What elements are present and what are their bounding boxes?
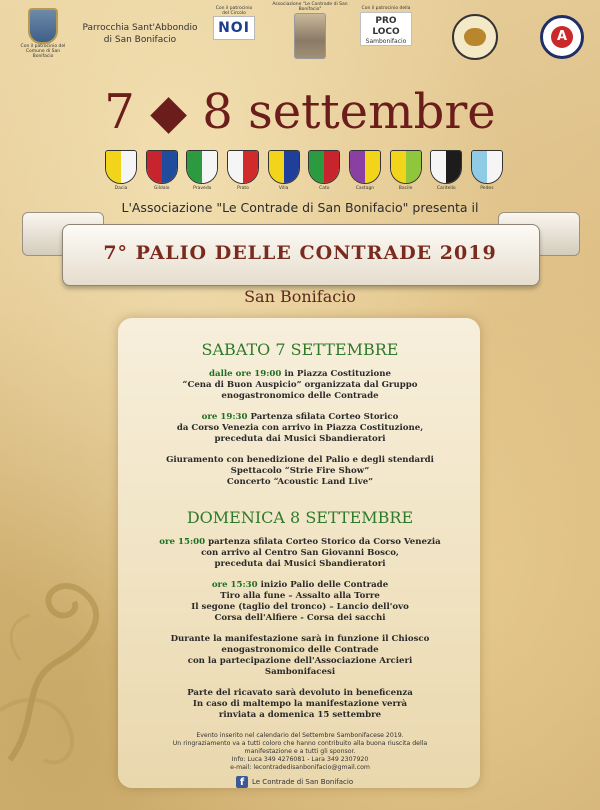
- sunday-block4-line2: In caso di maltempo la manifestazione verrà: [192, 699, 408, 709]
- contrada-shield: [348, 150, 382, 191]
- comune-crest-logo: [18, 8, 68, 59]
- parish-line2: di San Bonifacio: [103, 35, 177, 45]
- sunday-block4: [150, 688, 450, 721]
- association-caption: Associazione "Le Contrade di San Bonifacio": [272, 2, 348, 12]
- sunday-block3-line4: Sambonifacesi: [264, 667, 336, 677]
- shield-icon: [349, 150, 381, 184]
- proloco-line2: Sambonifacio: [365, 38, 407, 45]
- contrada-shield: [145, 150, 179, 191]
- contrada-shield: [389, 150, 423, 191]
- shield-icon: [390, 150, 422, 184]
- footer-email[interactable]: e-mail: lecontradedisanbonifacio@gmail.com: [230, 764, 370, 771]
- facebook-page-name: Le Contrade di San Bonifacio: [252, 778, 354, 786]
- saturday-block1-line1: [150, 369, 450, 380]
- noi-caption: Con il patrocinio del Circolo: [215, 6, 253, 16]
- shield-icon: [308, 150, 340, 184]
- sunday-heading: DOMENICA 8 SETTEMBRE: [186, 508, 414, 527]
- sunday-block1: [150, 537, 450, 570]
- event-date: 7 ◆ 8 settembre: [104, 84, 496, 140]
- shield-name: Dacia: [114, 186, 128, 191]
- sbandieratori-logo: [452, 14, 498, 60]
- sunday-block1-line2: con arrivo al Centro San Giovanni Bosco,: [201, 548, 399, 558]
- horn-icon: [464, 28, 486, 46]
- sunday-block2-line3: Il segone (taglio del tronco) – Lancio dell'ovo: [191, 602, 409, 612]
- noi-logo-text: NOI: [213, 16, 255, 40]
- shield-icon: [105, 150, 137, 184]
- shield-icon: [146, 150, 178, 184]
- sunday-block1-time: ore 15:00: [159, 537, 206, 547]
- contrade-shields: [104, 150, 504, 191]
- saturday-section: [150, 340, 450, 488]
- saturday-block2-line3: preceduta dai Musici Sbandieratori: [214, 434, 386, 444]
- saturday-block1-line3: enogastronomico delle Contrade: [221, 391, 379, 401]
- sunday-section: [150, 508, 450, 721]
- sunday-block2-line1: [150, 580, 450, 591]
- shield-name: Cato: [319, 186, 330, 191]
- association-logo: [270, 2, 350, 59]
- shield-name: Prato: [237, 186, 249, 191]
- shield-name: Pedes: [480, 186, 494, 191]
- shield-icon: [268, 150, 300, 184]
- contrada-shield: [226, 150, 260, 191]
- proloco-line1: PRO LOCO: [372, 16, 400, 37]
- arcieri-letter: A: [551, 26, 573, 48]
- sunday-block2: [150, 580, 450, 624]
- shield-name: Caritello: [436, 186, 456, 191]
- sunday-block4-line3: rinviata a domenica 15 settembre: [218, 710, 382, 720]
- sunday-block3: [150, 634, 450, 678]
- facebook-link[interactable]: [236, 776, 353, 788]
- proloco-box: [360, 12, 412, 46]
- contrada-shield: [104, 150, 138, 191]
- parish-line1: Parrocchia Sant'Abbondio: [82, 23, 198, 33]
- saturday-block1-time: dalle ore 19:00: [209, 369, 282, 379]
- saturday-block3-line1: Giuramento con benedizione del Palio e degli stendardi: [166, 455, 434, 465]
- contrada-shield: [185, 150, 219, 191]
- saturday-block3-line3: Concerto “Acoustic Land Live”: [226, 477, 374, 487]
- saturday-block2-line1: [150, 412, 450, 423]
- sunday-block2-line2: Tiro alla fune – Assalto alla Torre: [220, 591, 380, 601]
- saturday-block3-line2: Spettacolo “Strie Fire Show”: [230, 466, 370, 476]
- facebook-icon: f: [236, 776, 248, 788]
- footer-line1: Evento inserito nel calendario del Settembre Sambonifacese 2019.: [196, 732, 404, 739]
- shield-icon: [471, 150, 503, 184]
- saturday-block2-line2: da Corso Venezia con arrivo in Piazza Costituzione,: [176, 423, 424, 433]
- saturday-block3: [150, 455, 450, 488]
- saturday-block2-time: ore 19:30: [201, 412, 248, 422]
- shield-name: Bacile: [398, 186, 413, 191]
- sunday-block3-line2: enogastronomico delle Contrade: [221, 645, 379, 655]
- association-image: [294, 13, 326, 59]
- sunday-block2-time: ore 15:30: [211, 580, 258, 590]
- sunday-block1-line1-rest: partenza sfilata Corteo Storico da Corso Venezia: [205, 537, 441, 547]
- sunday-block2-line4: Corsa dell'Alfiere - Corsa dei sacchi: [214, 613, 386, 623]
- noi-logo: [212, 6, 256, 40]
- proloco-logo: [356, 6, 416, 46]
- footer-line3: manifestazione e a tutti gli sponsor.: [244, 748, 356, 755]
- footer-info: [150, 732, 450, 772]
- sunday-block1-line3: preceduta dai Musici Sbandieratori: [214, 559, 386, 569]
- sunday-block4-line1: Parte del ricavato sarà devoluto in beneficenza: [187, 688, 413, 698]
- crest-caption: Con il patrocinio del Comune di San Bonifacio: [20, 44, 66, 59]
- proloco-caption: Con il patrocinio della: [361, 6, 411, 11]
- footer-contacts: Info: Luca 349 4276081 - Lara 349 2307920: [231, 756, 369, 763]
- shield-name: Gildalo: [153, 186, 170, 191]
- arcieri-logo: [540, 15, 584, 59]
- sunday-block2-line1-rest: inizio Palio delle Contrade: [257, 580, 389, 590]
- contrada-shield: [307, 150, 341, 191]
- footer-line2: Un ringraziamento va a tutti coloro che hanno contribuito alla buona riuscita della: [172, 740, 428, 747]
- saturday-heading: SABATO 7 SETTEMBRE: [201, 340, 399, 359]
- saturday-block2-line1-rest: Partenza sfilata Corteo Storico: [247, 412, 399, 422]
- city-name: San Bonifacio: [244, 287, 356, 306]
- shield-name: Pravedo: [193, 186, 212, 191]
- shield-icon: [227, 150, 259, 184]
- sunday-block3-line1: Durante la manifestazione sarà in funzione il Chiosco: [170, 634, 430, 644]
- contrada-shield: [429, 150, 463, 191]
- shield-name: Villa: [278, 186, 289, 191]
- decorative-swirl: [0, 540, 120, 770]
- presenta-line: L'Associazione "Le Contrade di San Bonifacio" presenta il: [121, 200, 479, 215]
- saturday-block1-line1-rest: in Piazza Costituzione: [281, 369, 391, 379]
- event-title: 7° PALIO DELLE CONTRADE 2019: [103, 242, 497, 264]
- contrada-shield: [267, 150, 301, 191]
- shield-icon: [430, 150, 462, 184]
- saturday-block1-line2: “Cena di Buon Auspicio” organizzata dal Gruppo: [182, 380, 418, 390]
- shield-icon: [186, 150, 218, 184]
- saturday-block1: [150, 369, 450, 402]
- contrada-shield: [470, 150, 504, 191]
- crest-icon: [28, 8, 58, 44]
- saturday-block2: [150, 412, 450, 445]
- parish-label: [80, 22, 200, 46]
- shield-name: Castagn: [355, 186, 375, 191]
- sunday-block1-line1: [150, 537, 450, 548]
- sunday-block3-line3: con la partecipazione dell'Associazione Arcieri: [187, 656, 413, 666]
